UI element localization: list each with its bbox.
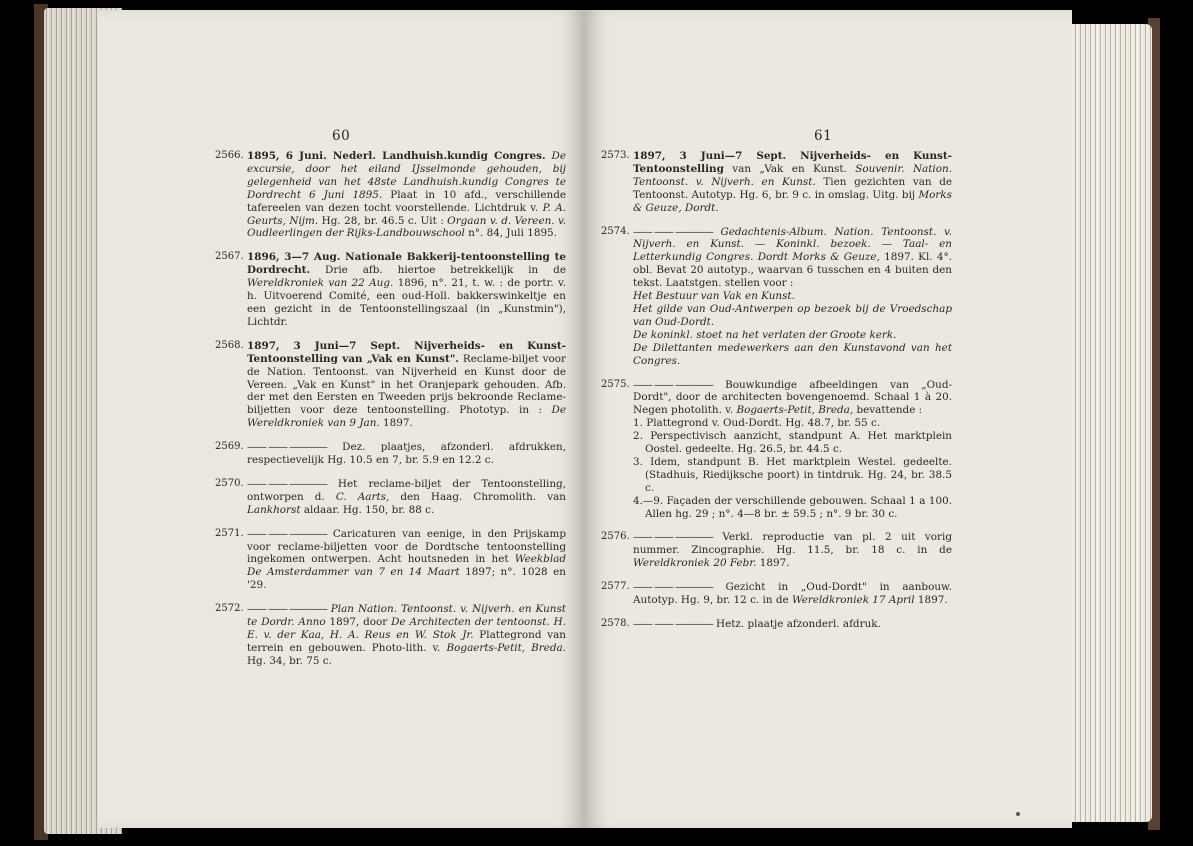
list-item: 4.—9. Façaden der verschillende gebouwen. Schaal 1 a 100. Allen hg. 29 ; n°. 4—8 br. ± 59.5 ; n°. 9 br. 30 c. <box>633 494 952 520</box>
ditto-dash: —— —— ———— <box>247 441 327 454</box>
ditto-dash: —— —— ———— <box>247 477 327 490</box>
entry-text: 1897. <box>383 417 413 430</box>
entry-2567 <box>215 251 566 328</box>
entry-text: 1897; n°. 1028 en '29. <box>247 566 566 592</box>
entry-text: Dez. plaatjes, afzonderl. afdrukken, respectievelijk Hg. 10.5 en 7, br. 5.9 en 12.2 c. <box>247 441 567 467</box>
entry-2576 <box>601 531 953 570</box>
list-item: Het Bestuur van Vak en Kunst. <box>633 290 795 303</box>
entry-heading: 1897, 3 Juni—7 Sept. Nijverheids- en Kunst-Tentoonstelling van „Vak en Kunst". <box>247 339 566 365</box>
page-number-left: 60 <box>332 128 351 144</box>
entry-text: 1896, n°. 21, t. w. : de portr. v. h. Uitvoerend Comité, een oud-Holl. bakkerswinkeltje en een gezicht in de Tentoonstellingszaal (in „Kunstmin"), Lichtdr. <box>247 277 566 328</box>
entry-heading: 1896, 3—7 Aug. Nationale Bakkerij-tentoonstelling te Dordrecht. <box>247 251 566 277</box>
right-column <box>601 150 953 642</box>
entry-number: 2573. <box>601 150 630 161</box>
entry-number: 2571. <box>215 527 244 539</box>
entry-2577 <box>601 581 952 607</box>
right-page <box>584 10 1072 828</box>
list-item: De Dilettanten medewerkers aan den Kunstavond van het Congres. <box>633 341 952 367</box>
entry-2570 <box>215 477 567 517</box>
entry-source: Weekblad De Amsterdammer van 7 en 14 Maart <box>247 553 566 579</box>
entry-author: Morks & Geuze, <box>792 251 880 264</box>
entry-2571 <box>215 527 566 593</box>
entry-author: P. A. Geurts, Nijm. <box>247 201 567 227</box>
entry-2573 <box>601 150 952 215</box>
ditto-dash: —— —— ———— <box>247 527 327 540</box>
entry-source: De Wereldkroniek van 9 Jan. <box>247 404 566 430</box>
entry-number: 2568. <box>215 339 244 351</box>
list-item: 1. Plattegrond v. Oud-Dordt. Hg. 48.7, br. 55 c. <box>633 417 881 430</box>
ink-speck <box>1016 812 1020 816</box>
list-item: De koninkl. stoet na het verlaten der Groote kerk. <box>633 328 897 341</box>
entry-2566 <box>215 150 567 240</box>
entry-text: Caricaturen van eenige, in den Prijskamp voor reclame-biljetten voor de Dordtsche tentoonstelling ingekomen ontwerpen. Acht houtsneden in het <box>247 527 566 566</box>
entry-2575 <box>601 378 952 521</box>
entry-source: Wereldkroniek 17 April <box>791 594 915 607</box>
left-column <box>215 150 567 679</box>
entry-source: Orgaan v. d. Vereen. v. Oudleerlingen der Rijks-Landbouwschool <box>247 214 566 240</box>
entry-title: De Architecten der tentoonst. H. E. v. der Kaa, H. A. Reus en W. Stok Jr. <box>247 616 566 641</box>
entry-tail: aldaar. Hg. 150, br. 88 c. <box>303 503 435 516</box>
entry-text: Tien gezichten van de Tentoonst. Autotyp. Hg. 6, br. 9 c. in omslag. Uitg. bij <box>633 175 952 201</box>
entry-number: 2574. <box>601 225 630 237</box>
entry-text: Hg. 28, br. 46.5 c. Uit : <box>321 214 444 227</box>
entry-number: 2575. <box>601 378 630 390</box>
entry-text: 1897. <box>759 557 790 570</box>
ditto-dash: —— —— ———— <box>633 531 713 544</box>
entry-title: Gedachtenis-Album. Nation. Tentoonst. v. Nijverh. en Kunst. — Koninkl. bezoek. — Taal- en Letterkundig Congres. Dordt <box>633 225 952 264</box>
entry-2578 <box>601 618 952 631</box>
entry-author: Bogaerts-Petit, Breda, <box>736 404 854 417</box>
list-item: 3. Idem, standpunt B. Het marktplein Westel. gedeelte. (Stadhuis, Riedijksche poort) in tintdruk. Hg. 24, br. 38.5 c. <box>633 455 952 494</box>
entry-number: 2569. <box>215 441 244 453</box>
entry-text: Plaat in 10 afd., verschillende tafereelen van dezen tocht voorstellende. Lichtdruk v. <box>247 188 566 214</box>
entry-2569 <box>215 441 567 467</box>
entry-text: Bouwkundige afbeeldingen van „Oud-Dordt", door de architecten bovengenoemd. Schaal 1 à 20. Negen photolith. v. <box>633 378 952 417</box>
entry-title: Souvenir. Nation. Tentoonst. v. Nijverh. en Kunst. <box>633 162 952 188</box>
entry-tail: Hg. 34, br. 75 c. <box>247 654 332 667</box>
list-item: 2. Perspectivisch aanzicht, standpunt A. Het marktplein Oostel. gedeelte. Hg. 26.5, br. 44.5 c. <box>633 430 952 456</box>
right-page-edges <box>1068 24 1152 822</box>
entry-number: 2570. <box>215 477 244 489</box>
entry-author: Morks & Geuze, Dordt. <box>633 188 952 214</box>
ditto-dash: —— —— ———— <box>633 581 713 594</box>
entry-2572 <box>215 603 567 668</box>
entry-text: 1897, door <box>329 616 388 629</box>
entry-text: Plattegrond van terrein en gebouwen. Photo-lith. v. <box>247 629 567 654</box>
ditto-dash: —— —— ———— <box>633 618 713 630</box>
entry-source: Wereldkroniek van 22 Aug. <box>247 277 394 290</box>
entry-number: 2567. <box>215 251 244 263</box>
entry-number: 2576. <box>601 531 630 543</box>
entry-number: 2572. <box>215 603 244 615</box>
entry-text: bevattende : <box>856 404 923 417</box>
entry-heading: 1897, 3 Juni—7 Sept. Nijverheids- en Kunst-Tentoonstelling <box>633 150 952 175</box>
entry-2568 <box>215 339 566 430</box>
entry-number: 2578. <box>601 618 630 629</box>
entry-tail: n°. 84, Juli 1895. <box>468 227 557 240</box>
entry-number: 2577. <box>601 581 630 593</box>
list-item: Het gilde van Oud-Antwerpen op bezoek bij de Vroedschap van Oud-Dordt. <box>633 302 952 328</box>
entry-heading: 1895, 6 Juni. Nederl. Landhuish.kundig Congres. <box>247 150 546 162</box>
entry-author: Bogaerts-Petit, Breda. <box>446 641 566 654</box>
ditto-dash: —— —— ———— <box>633 225 713 238</box>
entry-number: 2566. <box>215 150 244 161</box>
entry-text: van „Vak en Kunst. <box>732 162 847 175</box>
entry-text: Hetz. plaatje afzonderl. afdruk. <box>716 618 881 630</box>
entry-text: Verkl. reproductie van pl. 2 uit vorig nummer. Zincographie. Hg. 11.5, br. 18 c. in de <box>633 531 953 557</box>
ditto-dash: —— —— ———— <box>247 603 327 616</box>
ditto-dash: —— —— ———— <box>633 378 713 391</box>
entry-text: Reclame-biljet voor de Nation. Tentoonst. van Nijverheid en Kunst door de Vereen. „Vak en Kunst" in het Oranjepark gehouden. Afb. der met den Eersten en Tweeden prijs bekroonde Reclame-biljetten voor deze tentoonstelling. Phototyp. in : <box>247 352 566 417</box>
left-page <box>98 10 584 828</box>
entry-text: Het reclame-biljet der Tentoonstelling, ontworpen d. <box>247 477 566 503</box>
entry-2574 <box>601 225 952 368</box>
entry-text: Drie afb. hiertoe betrekkelijk in de <box>325 264 566 277</box>
entry-text: den Haag. Chromolith. van <box>400 490 567 503</box>
entry-text: Gezicht in „Oud-Dordt" in aanbouw. Autotyp. Hg. 9, br. 12 c. in de <box>633 581 952 607</box>
entry-text: 1897. <box>917 594 948 607</box>
entry-title: De excursie, door het eiland IJsselmonde gehouden, bij gelegenheid van het 48ste Landhuish.kundig Congres te Dordrecht 6 Juni 1895. <box>247 150 567 201</box>
entry-text: 1897. Kl. 4°. obl. Bevat 20 autotyp., waarvan 6 tusschen en 4 buiten den tekst. Laatstgen. stellen voor : <box>633 251 952 290</box>
entry-author: Lankhorst <box>247 503 301 516</box>
page-number-right: 61 <box>814 128 833 144</box>
entry-source: Wereldkroniek 20 Febr. <box>633 557 757 570</box>
entry-author: C. Aarts, <box>335 490 390 503</box>
entry-title: Plan Nation. Tentoonst. v. Nijverh. en Kunst te Dordr. Anno <box>247 603 566 629</box>
